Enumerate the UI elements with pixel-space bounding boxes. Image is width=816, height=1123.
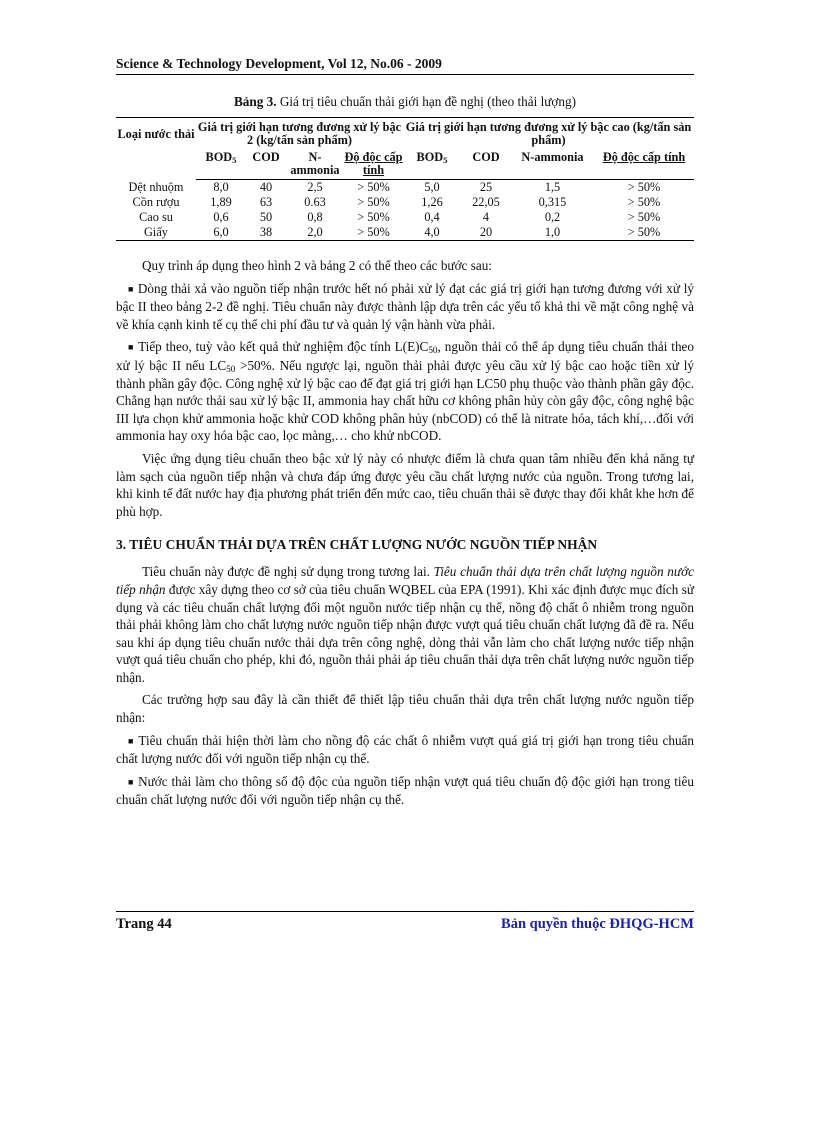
col-header-cod: COD <box>461 151 511 180</box>
cell: 5,0 <box>424 180 440 194</box>
footer-divider <box>116 911 694 912</box>
cell: 0,315 <box>538 195 567 209</box>
col-header-cod: COD <box>246 151 286 180</box>
col-header-bod: $BOD_5$ <box>196 151 246 180</box>
bullet-square-icon: ■ <box>128 342 135 353</box>
col-header-nammonia: N-ammonia <box>511 151 594 180</box>
col-header-toxicity: Độ độc cấp tính <box>594 151 694 180</box>
col-header-group1: Giá trị giới hạn tương đương xử lý bậc 2 (kg/tấn sản phẩm) <box>196 118 403 152</box>
cell: 8,0 <box>213 180 229 194</box>
table-caption <box>116 94 694 110</box>
cell: > 50% <box>627 210 661 224</box>
col-header-type: Loại nước thải <box>116 118 196 180</box>
row-label: Cao su <box>139 210 173 224</box>
caption-label: Bảng 3. <box>234 94 277 109</box>
cell: > 50% <box>357 210 390 224</box>
bullet-square-icon: ■ <box>128 735 135 746</box>
page-number: Trang 44 <box>116 916 172 932</box>
cell: 1,5 <box>544 180 561 194</box>
bullet-item: ■ Nước thải làm cho thông số độ độc của nguồn tiếp nhận vượt quá tiêu chuẩn độ độc giới hạn trong tiêu chuẩn chất lượng nước đối với nguồn tiếp nhận cụ thể. <box>116 773 694 808</box>
cell: 1,89 <box>210 195 232 209</box>
cell: > 50% <box>357 180 390 194</box>
cell: 22,05 <box>472 195 500 209</box>
cell: > 50% <box>357 195 390 209</box>
row-label: Giấy <box>116 225 196 241</box>
cell: > 50% <box>344 225 403 241</box>
col-header-toxicity: Độ độc cấp tính <box>344 151 403 180</box>
section-heading: 3. TIÊU CHUẨN THẢI DỰA TRÊN CHẤT LƯỢNG NƯỚC NGUỒN TIẾP NHẬN <box>116 537 598 553</box>
paragraph: Quy trình áp dụng theo hình 2 và bảng 2 có thể theo các bước sau: <box>142 258 492 273</box>
cell: 2,5 <box>307 180 323 194</box>
cell: 0.63 <box>304 195 326 209</box>
paragraph: Tiêu chuẩn này được đề nghị sử dụng trong tương lai. Tiêu chuẩn thải dựa trên chất lượng nguồn nước tiếp nhận được xây dựng theo cơ sở của tiêu chuẩn WQBEL của EPA (1991). Khi xác định được mục đích sử dụng và các tiêu chuẩn chất lượng đối một nguồn nước tiếp nhận cụ thể, nồng độ chất ô nhiễm trong nguồn thải phải không làm cho chất lượng nước nguồn tiếp nhận được vượt quá tiêu chuẩn chất lượng đã đề ra. Nếu sau khi áp dụng tiêu chuẩn nước thải dựa trên công nghệ, dòng thải vẫn làm cho chất lượng nước tiếp nhận vượt quá tiêu chuẩn cho phép, khi đó, nguồn thải phải áp tiêu chuẩn thải dựa trên chất lượng nước nguồn tiếp nhận. <box>116 564 694 685</box>
cell: 0,4 <box>424 210 440 224</box>
journal-header: Science & Technology Development, Vol 12, No.06 - 2009 <box>116 56 442 71</box>
bullet-square-icon: ■ <box>128 776 135 787</box>
copyright-notice: Bản quyền thuộc ĐHQG-HCM <box>501 916 694 932</box>
cell: 0,6 <box>213 210 229 224</box>
cell: 2,0 <box>286 225 344 241</box>
caption-text: Giá trị tiêu chuẩn thải giới hạn đề nghị (theo thải lượng) <box>276 94 576 109</box>
article-body <box>116 257 694 809</box>
cell: > 50% <box>594 225 694 241</box>
header-divider <box>116 74 694 75</box>
cell: 63 <box>259 195 273 209</box>
cell: 1,0 <box>511 225 594 241</box>
table-row <box>116 180 694 196</box>
cell: 0,8 <box>307 210 323 224</box>
cell: 20 <box>461 225 511 241</box>
cell: 4 <box>482 210 490 224</box>
bullet-square-icon: ■ <box>128 283 134 294</box>
col-header-nammonia: N-ammonia <box>286 151 344 180</box>
bullet-item: ■ Tiêu chuẩn thải hiện thời làm cho nồng độ các chất ô nhiễm vượt quá giá trị giới hạn trong tiêu chuẩn chất lượng nước đối với nguồn tiếp nhận cụ thể. <box>116 732 695 767</box>
table-row <box>116 225 694 241</box>
cell: 25 <box>479 180 493 194</box>
bullet-item: ■ Tiếp theo, tuỳ vào kết quả thử nghiệm độc tính $L(E)C_{50}$, nguồn thải có thể áp dụng tiêu chuẩn thải theo xử lý bậc II nếu $LC_{50} >50\%$. Nếu ngược lại, nguồn thải phải được yêu cầu xử lý bậc cao hoặc tiền xử lý thành phần gây độc. Công nghệ xử lý bậc cao để đạt giá trị giới hạn LC50 phụ thuộc vào thành phần gây độc. Chẳng hạn nước thải sau xử lý bậc II, ammonia hay chất hữu cơ không phân hủy còn gây độc, công nghệ bậc III lựa chọn khử ammonia hoặc khử COD không phân hủy (nbCOD) có thể là nitrate hóa, tách khí,…đối với ammonia hay oxy hóa bậc cao, lọc màng,… cho khử nbCOD. <box>116 339 694 444</box>
cell: 0,2 <box>544 210 561 224</box>
cell: 4,0 <box>403 225 461 241</box>
paragraph: Việc ứng dụng tiêu chuẩn theo bậc xử lý này có nhược điểm là chưa quan tâm nhiều đến khả năng tự làm sạch của nguồn tiếp nhận và chưa đáp ứng được yêu cầu chất lượng nước của nguồn. Trong tương lai, khi kinh tế đất nước hay địa phương phát triển đến mức cao, tiêu chuẩn thải sẽ được thay đổi khắt khe hơn để phù hợp. <box>116 450 694 519</box>
limits-table <box>116 117 694 241</box>
bullet-item: ■ Dòng thải xả vào nguồn tiếp nhận trước hết nó phải xử lý đạt các giá trị giới hạn tương đương với xử lý bậc II theo bảng 2-2 đề nghị. Tiêu chuẩn này được thành lập dựa trên các yếu tố khả thi về mặt công nghệ và về khía cạnh kinh tế cụ thể chi phí đầu tư và quản lý vận hành vừa phải. <box>116 280 695 332</box>
cell: > 50% <box>627 195 661 209</box>
row-label: Dệt nhuộm <box>128 179 184 194</box>
cell: 50 <box>259 210 273 224</box>
cell: 6,0 <box>196 225 246 241</box>
cell: 38 <box>246 225 286 241</box>
table-row <box>116 210 694 225</box>
cell: 40 <box>259 180 273 194</box>
table-row <box>116 195 694 210</box>
cell: > 50% <box>627 180 661 194</box>
col-header-group2: Giá trị giới hạn tương đương xử lý bậc cao (kg/tấn sản phẩm) <box>403 118 694 152</box>
cell: 1,26 <box>421 195 443 209</box>
col-header-bod: $BOD_5$ <box>403 151 461 180</box>
paragraph: Các trường hợp sau đây là cần thiết để thiết lập tiêu chuẩn thải dựa trên chất lượng nước nguồn tiếp nhận: <box>116 692 694 726</box>
row-label: Cồn rượu <box>132 195 180 209</box>
